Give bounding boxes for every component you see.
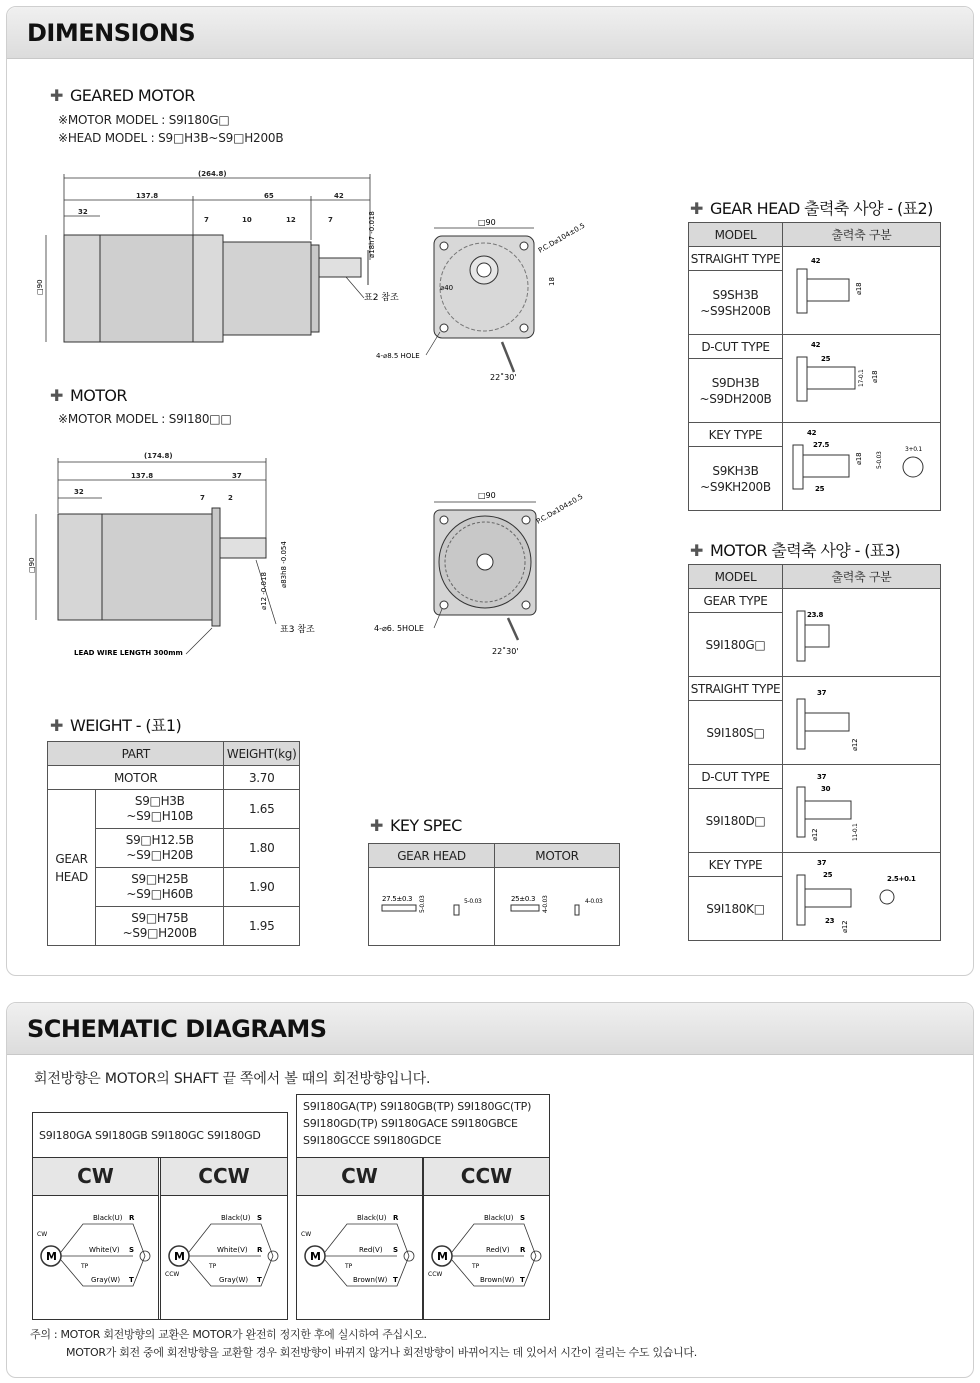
schematic-header [7, 1003, 973, 1055]
svg-text:⌀40: ⌀40 [440, 284, 454, 292]
svg-text:CCW: CCW [428, 1271, 443, 1278]
svg-text:37: 37 [816, 859, 826, 867]
svg-text:R: R [129, 1214, 135, 1222]
svg-text:4-⌀6. 5HOLE: 4-⌀6. 5HOLE [374, 624, 424, 633]
svg-text:42: 42 [334, 192, 344, 200]
svg-text:Gray(W): Gray(W) [91, 1276, 121, 1284]
svg-text:⌀83h8 -0.054: ⌀83h8 -0.054 [280, 541, 288, 588]
geared-motor-model: ※MOTOR MODEL : S9I180G□ [58, 113, 230, 127]
svg-text:⌀12: ⌀12 [810, 828, 819, 841]
motor-model: ※MOTOR MODEL : S9I180□□ [58, 412, 232, 426]
svg-text:T: T [129, 1276, 134, 1284]
svg-text:T: T [393, 1276, 398, 1284]
svg-text:CW: CW [301, 1231, 312, 1238]
svg-text:Brown(W): Brown(W) [353, 1276, 388, 1284]
svg-text:TP: TP [345, 1263, 353, 1270]
svg-text:P.C.D⌀104±0.5: P.C.D⌀104±0.5 [535, 492, 585, 526]
svg-text:10: 10 [242, 216, 252, 224]
svg-text:7: 7 [204, 216, 209, 224]
svg-text:□90: □90 [36, 279, 44, 295]
svg-text:22˚30': 22˚30' [490, 373, 517, 382]
svg-text:R: R [520, 1246, 526, 1254]
svg-text:137.8: 137.8 [131, 472, 154, 480]
gear-key-drawing [369, 868, 495, 946]
plus-icon: ✚ [50, 86, 63, 105]
plus-icon: ✚ [690, 199, 703, 218]
svg-text:M: M [46, 1250, 57, 1263]
svg-text:⌀12 -0.018: ⌀12 -0.018 [260, 572, 268, 610]
group-2-ccw: CCW M CCW Black(U) Red(V) Brown(W) S R T TP [423, 1157, 550, 1320]
svg-text:⌀12: ⌀12 [840, 920, 849, 933]
gear-head-shaft-table: MODEL 출력축 구분 STRAIGHT TYPE 42 ⌀18 S9SH3B ~S9SH200B D-CUT TYPE 42 25 17-0.1 ⌀18 S9DH3B ~S9DH200B KEY TYPE 42 27.5 ⌀18 5-0.03 3+0.1 25 S9KH3B ~S9KH200B [688, 222, 941, 511]
motor-dcut-shaft-drawing [783, 765, 941, 853]
svg-text:R: R [393, 1214, 399, 1222]
svg-text:23.8: 23.8 [806, 611, 823, 619]
wiring-diagram [33, 1196, 158, 1318]
dim-overall: (264.8) [198, 170, 227, 178]
svg-text:7: 7 [328, 216, 333, 224]
svg-text:⌀12: ⌀12 [850, 738, 859, 751]
wiring-diagram [161, 1196, 286, 1318]
motor-title: ✚ MOTOR [50, 386, 127, 405]
svg-text:TP: TP [209, 1263, 217, 1270]
geared-motor-side-drawing [28, 170, 408, 374]
svg-text:65: 65 [264, 192, 274, 200]
svg-text:Black(U): Black(U) [357, 1214, 387, 1222]
caution-note-2: MOTOR가 회전 중에 회전방향을 교환할 경우 회전방향이 바뀌지 않거나 회전방향이 바뀌어지는 데 있어서 시간이 걸리는 수도 있습니다. [66, 1346, 697, 1359]
svg-text:M: M [174, 1250, 185, 1263]
svg-text:4-⌀8.5 HOLE: 4-⌀8.5 HOLE [376, 352, 420, 360]
svg-text:25: 25 [814, 485, 824, 493]
key-shaft-drawing [783, 423, 941, 511]
motor-shaft-table: MODEL 출력축 구분 GEAR TYPE 23.8 S9I180G□ STRAIGHT TYPE 37 ⌀12 S9I180S□ D-CUT TYPE 37 30 ⌀12 11-0.1 S9I180D□ KEY TYPE 37 25 2.5+0.1 23 ⌀12 S9I180K□ [688, 564, 941, 941]
key-spec-table: GEAR HEAD MOTOR 27.5±0.3 5-0.03 5-0.03 25±0.3 4-0.03 4-0.03 [368, 843, 620, 946]
svg-text:T: T [257, 1276, 262, 1284]
group-2-models: S9I180GA(TP) S9I180GB(TP) S9I180GC(TP) S9I180GD(TP) S9I180GACE S9I180GBCE S9I180GCCE S9I180GDCE [297, 1095, 549, 1158]
svg-text:25±0.3: 25±0.3 [511, 895, 536, 903]
svg-text:2.5+0.1: 2.5+0.1 [886, 875, 916, 883]
svg-text:37: 37 [232, 472, 242, 480]
svg-text:(174.8): (174.8) [144, 452, 173, 460]
svg-text:⌀18: ⌀18 [854, 452, 863, 465]
svg-text:Black(U): Black(U) [484, 1214, 514, 1222]
svg-text:Red(V): Red(V) [486, 1246, 510, 1254]
motor-side-drawing [26, 448, 346, 672]
plus-icon: ✚ [50, 386, 63, 405]
group-2-cw: CW M CW Black(U) Red(V) Brown(W) R S T TP [296, 1157, 423, 1320]
motor-straight-shaft-drawing [783, 677, 941, 765]
svg-text:37: 37 [816, 773, 826, 781]
wiring-diagram [297, 1196, 422, 1318]
svg-text:CW: CW [37, 1231, 48, 1238]
svg-text:30: 30 [820, 785, 830, 793]
dcut-shaft-drawing [783, 335, 941, 423]
motor-key-drawing [495, 868, 620, 946]
geared-motor-title: ✚ GEARED MOTOR [50, 86, 195, 105]
svg-text:32: 32 [74, 488, 84, 496]
svg-text:표2 참조: 표2 참조 [364, 293, 399, 303]
gear-head-shaft-title: ✚ GEAR HEAD 출력축 사양 - (표2) [690, 199, 933, 218]
weight-table: PART WEIGHT(kg) MOTOR 3.70 GEAR HEAD S9□H3B ~S9□H10B 1.65 S9□H12.5B ~S9□H20B 1.80 S9□H25B ~S9□H60B 1.90 S9□H75B ~S9□H200B 1.95 [47, 741, 300, 946]
svg-text:25: 25 [822, 871, 832, 879]
svg-text:5-0.03: 5-0.03 [418, 895, 426, 913]
dimensions-header [7, 7, 973, 59]
plus-icon: ✚ [50, 716, 63, 735]
straight-shaft-drawing [783, 247, 941, 335]
svg-text:R: R [257, 1246, 263, 1254]
svg-text:P.C.D⌀104±0.5: P.C.D⌀104±0.5 [537, 221, 587, 255]
svg-text:12: 12 [286, 216, 296, 224]
svg-text:32: 32 [78, 208, 88, 216]
plus-icon: ✚ [690, 541, 703, 560]
svg-text:42: 42 [806, 429, 816, 437]
svg-text:T: T [520, 1276, 525, 1284]
weight-title: ✚ WEIGHT - (표1) [50, 716, 182, 735]
svg-text:White(V): White(V) [89, 1246, 120, 1254]
svg-text:5-0.03: 5-0.03 [463, 898, 482, 905]
svg-text:25: 25 [820, 355, 830, 363]
svg-text:17-0.1: 17-0.1 [857, 369, 865, 387]
svg-text:LEAD WIRE LENGTH 300mm: LEAD WIRE LENGTH 300mm [74, 649, 183, 657]
svg-text:2: 2 [228, 494, 233, 502]
plus-icon: ✚ [370, 816, 383, 835]
svg-text:42: 42 [810, 257, 820, 265]
svg-text:18: 18 [548, 277, 556, 286]
svg-text:⌀18: ⌀18 [854, 282, 863, 295]
svg-text:M: M [437, 1250, 448, 1263]
svg-text:TP: TP [472, 1263, 480, 1270]
svg-text:Red(V): Red(V) [359, 1246, 383, 1254]
svg-text:⌀18h7 -0.018: ⌀18h7 -0.018 [368, 211, 376, 258]
svg-text:TP: TP [81, 1263, 89, 1270]
svg-text:□90: □90 [478, 218, 496, 227]
svg-text:5-0.03: 5-0.03 [875, 451, 883, 469]
motor-front-drawing [374, 488, 604, 667]
geared-head-model: ※HEAD MODEL : S9□H3B~S9□H200B [58, 131, 284, 145]
wiring-diagram [424, 1196, 549, 1318]
group-1-cw: CW M CW Black(U) White(V) Gray(W) R S T TP [32, 1157, 159, 1320]
svg-text:Brown(W): Brown(W) [480, 1276, 515, 1284]
svg-text:□90: □90 [28, 557, 36, 573]
schematic-intro: 회전방향은 MOTOR의 SHAFT 끝 쪽에서 볼 때의 회전방향입니다. [34, 1071, 431, 1087]
group-1-ccw: CCW M CCW Black(U) White(V) Gray(W) S R T TP [160, 1157, 288, 1320]
svg-text:Gray(W): Gray(W) [219, 1276, 249, 1284]
svg-text:37: 37 [816, 689, 826, 697]
svg-text:137.8: 137.8 [136, 192, 159, 200]
svg-text:S: S [129, 1246, 135, 1254]
caution-note-1: 주의 : MOTOR 회전방향의 교환은 MOTOR가 완전히 정지한 후에 실시하여 주십시오. [30, 1328, 427, 1341]
motor-key-shaft-drawing [783, 853, 941, 941]
svg-text:M: M [310, 1250, 321, 1263]
svg-text:Black(U): Black(U) [221, 1214, 251, 1222]
svg-text:3+0.1: 3+0.1 [904, 446, 922, 453]
svg-text:White(V): White(V) [217, 1246, 248, 1254]
key-spec-title: ✚ KEY SPEC [370, 816, 462, 835]
svg-text:S: S [257, 1214, 263, 1222]
svg-text:7: 7 [200, 494, 205, 502]
motor-gear-shaft-drawing [783, 589, 941, 677]
svg-text:⌀18: ⌀18 [870, 370, 879, 383]
svg-text:S: S [393, 1246, 399, 1254]
gear-head-label: GEAR HEAD [48, 790, 96, 946]
svg-text:Black(U): Black(U) [93, 1214, 123, 1222]
motor-shaft-title: ✚ MOTOR 출력축 사양 - (표3) [690, 541, 901, 560]
svg-text:4-0.03: 4-0.03 [542, 895, 549, 913]
group-1-models: S9I180GA S9I180GB S9I180GC S9I180GD [33, 1113, 287, 1158]
svg-text:표3 참조: 표3 참조 [280, 625, 315, 635]
svg-text:42: 42 [810, 341, 820, 349]
schematic-title: SCHEMATIC DIAGRAMS [27, 1015, 327, 1043]
svg-text:27.5±0.3: 27.5±0.3 [381, 895, 412, 903]
svg-text:4-0.03: 4-0.03 [585, 898, 603, 905]
svg-text:27.5: 27.5 [812, 441, 829, 449]
svg-text:□90: □90 [478, 491, 496, 500]
svg-text:22˚30': 22˚30' [492, 647, 519, 656]
svg-text:S: S [520, 1214, 526, 1222]
svg-text:23: 23 [824, 917, 834, 925]
svg-text:CCW: CCW [165, 1271, 180, 1278]
svg-text:11-0.1: 11-0.1 [851, 823, 859, 841]
dimensions-title: DIMENSIONS [27, 19, 196, 47]
